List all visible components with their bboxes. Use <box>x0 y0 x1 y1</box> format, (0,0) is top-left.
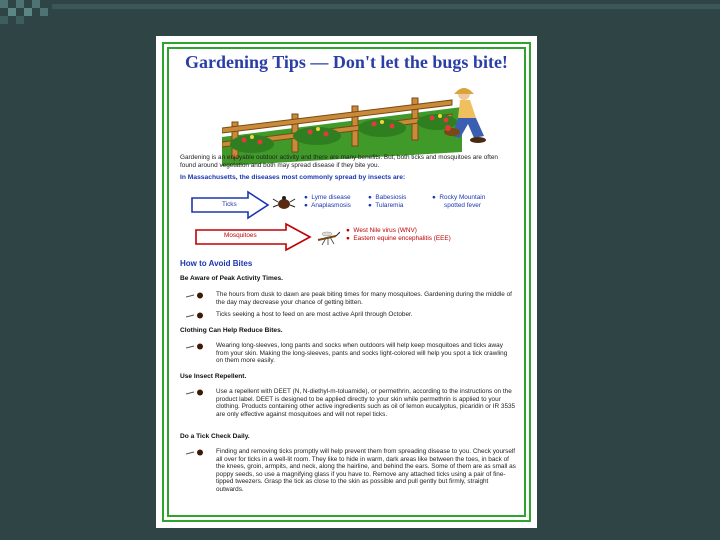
tip-item <box>186 388 516 428</box>
bug-icon <box>186 388 208 397</box>
disease-item: ● Rocky Mountain <box>432 194 486 201</box>
tip-item <box>186 311 516 321</box>
tick-diseases-col2 <box>368 194 406 209</box>
mosquitoes-label: Mosquitoes <box>224 232 257 239</box>
disease-item: ● Babesiosis <box>368 194 407 201</box>
disease-item: ● Anaplasmosis <box>304 201 351 209</box>
section-heading: Do a Tick Check Daily. <box>180 433 250 440</box>
tip-text: The hours from dusk to dawn are peak biting times for many mosquitoes. Gardening during the middle of the day may decrease your chance of getting bitten. <box>216 291 512 306</box>
bug-icon <box>186 342 208 351</box>
disease-item: ● West Nile virus (WNV) <box>346 227 417 234</box>
deco-square <box>24 8 32 16</box>
flyer-page <box>156 36 537 528</box>
deco-square <box>0 16 8 24</box>
deco-square <box>40 8 48 16</box>
deco-square <box>0 0 8 8</box>
deco-square <box>16 0 24 8</box>
mosquito-diseases <box>346 227 451 242</box>
tip-text: Wearing long-sleeves, long pants and socks when outdoors will help keep mosquitoes and ticks away from your skin. Making the long-sleeves, pants and socks light-colored will help you spot a tick crawling on them more easily. <box>216 342 508 365</box>
top-bar <box>52 4 720 9</box>
tip-item <box>186 342 516 366</box>
gardener-illustration <box>434 84 496 146</box>
ticks-label: Ticks <box>222 201 237 208</box>
intro-paragraph: Gardening is an enjoyable outdoor activity and there are many benefits. But, both ticks and mosquitoes are often found around vegetation and both may spread disease if they bite you. <box>180 154 498 169</box>
deco-square <box>8 8 16 16</box>
section-heading: Be Aware of Peak Activity Times. <box>180 275 283 282</box>
bug-icon <box>186 448 208 457</box>
tip-item <box>186 291 516 309</box>
how-to-avoid-heading: How to Avoid Bites <box>180 259 253 268</box>
slide-decoration <box>0 0 720 26</box>
section-heading: Clothing Can Help Reduce Bites. <box>180 327 283 334</box>
disease-item-cont: spotted fever <box>444 201 481 209</box>
mosquito-icon <box>316 230 340 246</box>
diseases-heading: In Massachusetts, the diseases most commonly spread by insects are: <box>180 174 406 181</box>
deco-square <box>32 0 40 8</box>
disease-item: ● Eastern equine encephalitis (EEE) <box>346 234 451 242</box>
bug-icon <box>186 311 208 320</box>
tip-text: Use a repellent with DEET (N, N-diethyl-m-toluamide), or permethrin, according to the instructions on the product label. DEET is designed to be applied directly to your skin while permethrin is applied to your clothing. Products containing other active ingredients such as oil of lemon eucalyptus, picaridin or IR 3535 are only effective against mosquitoes and will not repel ticks. <box>216 388 516 418</box>
page-title: Gardening Tips — Don't let the bugs bite! <box>185 52 508 72</box>
tip-item <box>186 448 516 508</box>
tip-text: Ticks seeking a host to feed on are most active April through October. <box>216 311 413 318</box>
tick-diseases-col3 <box>432 194 485 209</box>
deco-square <box>16 16 24 24</box>
disease-item: ● Tularemia <box>368 201 404 209</box>
tick-diseases-col1 <box>304 194 351 209</box>
disease-item: ● Lyme disease <box>304 194 351 201</box>
tick-icon <box>272 194 296 212</box>
bug-icon <box>186 291 208 300</box>
section-heading: Use Insect Repellent. <box>180 373 247 380</box>
tip-text: Finding and removing ticks promptly will help prevent them from spreading disease to you. Check yourself all over for ticks in a well-lit room. They like to hide in warm, dark areas like between the toes, in back of the knees, groin, armpits, and neck, along the hairline, and behind the ears. Some of them are as small as poppy seeds, so use a magnifying glass if you have to. Remove any attached ticks using a pair of fine-tipped tweezers. Grasp the tick as close to the skin as possible and pull gently but firmly, straight outwards. <box>216 448 516 493</box>
